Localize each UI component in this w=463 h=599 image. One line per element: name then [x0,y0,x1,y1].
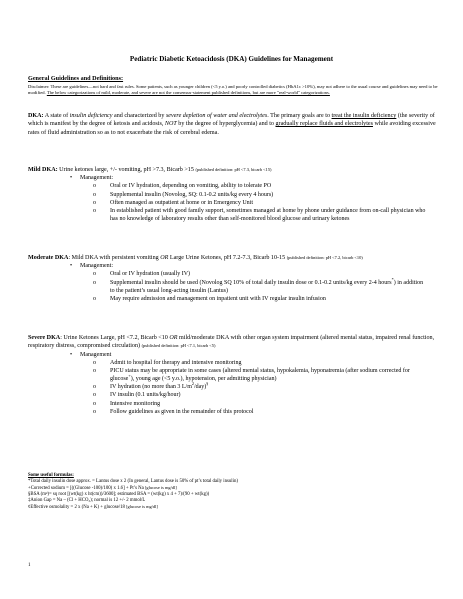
disclaimer-text: Disclaimer: These are guidelines—not hard and fast rules. Some patients, such as younger children (<5 y.o.) and poorly controlled diabetics (HbA1c >10%), may not adhere to the usual course and guidelines may need to be modified. [28,84,438,96]
general-section [28,75,442,96]
dka-goal-replace-fluids: gradually replace fluids and electrolytes [275,121,373,128]
dka-not: NOT [164,121,177,128]
superscript: 2 [191,381,194,387]
formula-anion-gap: ‡Anion Gap = Na – (Cl + HCO₃); normal is 12 +/- 2 mmol/L [28,497,146,503]
mild-item-2 [28,191,442,199]
moderate-dka-section [28,254,442,303]
dka-definition [28,112,442,137]
disclaimer [28,84,442,96]
moderate-item-3 [28,295,442,303]
severe-management-bullet: • Management [28,351,442,359]
severe-item-text: Admit to hospital for therapy and intensive monitoring [110,359,242,366]
severe-dka-definition [28,334,442,351]
severe-dka-label: Severe DKA [28,335,61,341]
dka-depletion: severe depletion of water and electrolytes [165,113,268,119]
bullet-marker: o [93,191,96,198]
bullet-marker: o [93,295,96,302]
severe-dka-published-definition: (published definition: pH <7.1, bicarb <5) [141,343,216,349]
bullet-marker: o [93,400,96,407]
dka-text: . The primary goals are to [267,113,332,119]
mild-item-text: Often managed as outpatient at home or in Emergency Unit [110,199,254,206]
moderate-dka-text: : Mild DKA with persistent vomiting [68,255,161,261]
formula-total-daily-insulin: *Total daily insulin dose approx. = Lantus dose x 2 (In general, Lantus dose is 50% of pt’s total daily insulin) [28,478,238,484]
dka-text: (the severity of which is manifest by the degree of ketosis and acidosis, [28,113,435,128]
moderate-dka-text: Large Urine Ketones, pH 7.2-7.3, Bicarb 10-15 [168,255,287,261]
formula-unit-note: [glucose is mg/dl] [144,484,177,490]
severe-item-text: PICU status may be appropriate in some cases (altered mental status, hypokalemia, hyponatremia (after sodium corrected for glucose [110,367,410,382]
mild-item-text: Oral or IV hydration, depending on vomiting, ability to tolerate PO [110,183,272,190]
severe-item-text: IV insulin (0.1 units/kg/hour) [110,392,181,399]
formula-unit-note: [glucose is mg/dl] [126,503,158,509]
document-title: Pediatric Diabetic Ketoacidosis (DKA) Guidelines for Management [129,55,334,63]
severe-dka-or: OR [169,335,178,341]
severe-item-text: Follow guidelines as given in the remainder of this protocol [110,408,254,415]
formula-effective-osmolality [28,504,442,511]
disclaimer-categorization-note: The below categorizations of mild, moderate, and severe are not the consensus-statement published definitions, but are more "real-world" categorizations. [46,90,330,96]
severe-item-text: ), young age (<5 y.o.), hypotension, per admitting physician) [130,376,277,382]
mild-item-text: In established patient with good family support, sometimes managed at home by phone under guidance from on-call physician who has no knowledge of laboratory results other than self-monitored blood glucose and urinary ketones [110,207,426,223]
footnote-marker: § [206,381,209,387]
severe-item-4 [28,391,442,399]
severe-item-6 [28,408,442,416]
dka-label: DKA: [28,113,44,119]
dka-text: by the degree of hyperglycemia) and to [176,121,276,128]
severe-item-2 [28,367,442,383]
dka-text: A state of [43,113,70,119]
dka-insulin-deficiency: insulin deficiency [69,113,113,119]
mild-dka-label: Mild DKA: [28,167,58,173]
footnote-marker: * [391,276,394,282]
formula-bsa: §BSA (m²)= sq root [(wt(kg) x ht(cm))/3600]; estimated BSA = (wt(kg) x 4 + 7)/(90 + wt(kg)) [28,491,210,497]
moderate-item-text: Oral or IV hydration (usually IV) [110,271,191,278]
moderate-dka-published-definition: (published definition: pH <7.2, bicarb <10) [286,255,363,260]
mild-item-text: Supplemental insulin (Novolog, SQ: 0.1-0.2 units/kg every 4 hours) [110,191,274,198]
severe-item-text: /day) [193,384,207,391]
bullet-marker: o [93,279,96,286]
mild-item-1 [28,182,442,190]
severe-item-1 [28,359,442,367]
bullet-marker: o [93,359,96,366]
bullet-marker: o [93,408,96,415]
bullet-marker: o [93,271,96,278]
mild-item-3 [28,199,442,207]
severe-item-3 [28,383,442,391]
mild-item-4 [28,207,442,223]
bullet-marker: o [93,199,96,206]
bullet-marker: o [93,384,96,391]
severe-item-text: Intensive monitoring [110,400,161,407]
mild-dka-published-definition: (published definition: pH <7.3, bicarb <15) [195,167,272,172]
formulas-section [28,473,442,510]
dka-text: while avoiding excessive rates of fluid administration so as to not exacerbate the risk of cerebral edema. [28,121,436,136]
severe-dka-text: mild/moderate DKA with other organ system impairment (altered mental status, impaired renal function, respiratory distress, compromised circulation) [28,335,435,350]
mild-dka-text: Urine ketones large, +/- vomiting, pH >7.3, Bicarb >15 [57,167,196,173]
formula-text: ¢Effective osmolality = 2 x (Na + K) + glucose/18 [28,504,127,510]
dka-goal-treat-insulin: treat the insulin deficiency [331,113,397,119]
formulas-heading: Some useful formulas: [28,473,74,478]
bullet-marker: o [93,183,96,190]
severe-dka-text: : Urine Ketones Large, pH <7.2, Bicarb <10 [60,335,170,341]
severe-item-5 [28,400,442,408]
footnote-marker: + [128,373,131,378]
moderate-dka-definition [28,254,442,262]
mild-dka-section [28,166,442,223]
general-heading: General Guidelines and Definitions: [28,75,124,82]
moderate-item-1 [28,270,442,278]
bullet-marker: o [93,392,96,399]
moderate-item-text: May require admission and management on inpatient unit with IV regular insulin infusion [110,295,326,302]
mild-management-bullet: • Management: [28,174,442,182]
moderate-management-bullet: • Management: [28,262,442,270]
moderate-dka-label: Moderate DKA [28,255,69,261]
page-number: 1 [28,563,31,568]
moderate-item-text: Supplemental insulin should be used (Novolog SQ 10% of total daily insulin dose or 0.1-0.2 units/kg every 2-4 hours [110,279,392,286]
moderate-item-2 [28,276,442,295]
formula-text: +Corrected sodium = [((Glucose -100)/100) x 1.6] + Pt’s Na [28,485,145,491]
moderate-dka-or: OR [160,255,169,261]
severe-item-text: IV hydration (no more than 3 L/m [110,384,192,391]
severe-dka-section [28,334,442,416]
moderate-item-text: ) in addition to the patient’s usual long-acting insulin (Lantus) [110,279,424,294]
formula-corrected-sodium [28,485,442,492]
bullet-marker: o [93,207,96,214]
dka-text: and characterized by [112,113,166,119]
bullet-marker: o [93,367,96,374]
mild-dka-definition [28,166,442,174]
